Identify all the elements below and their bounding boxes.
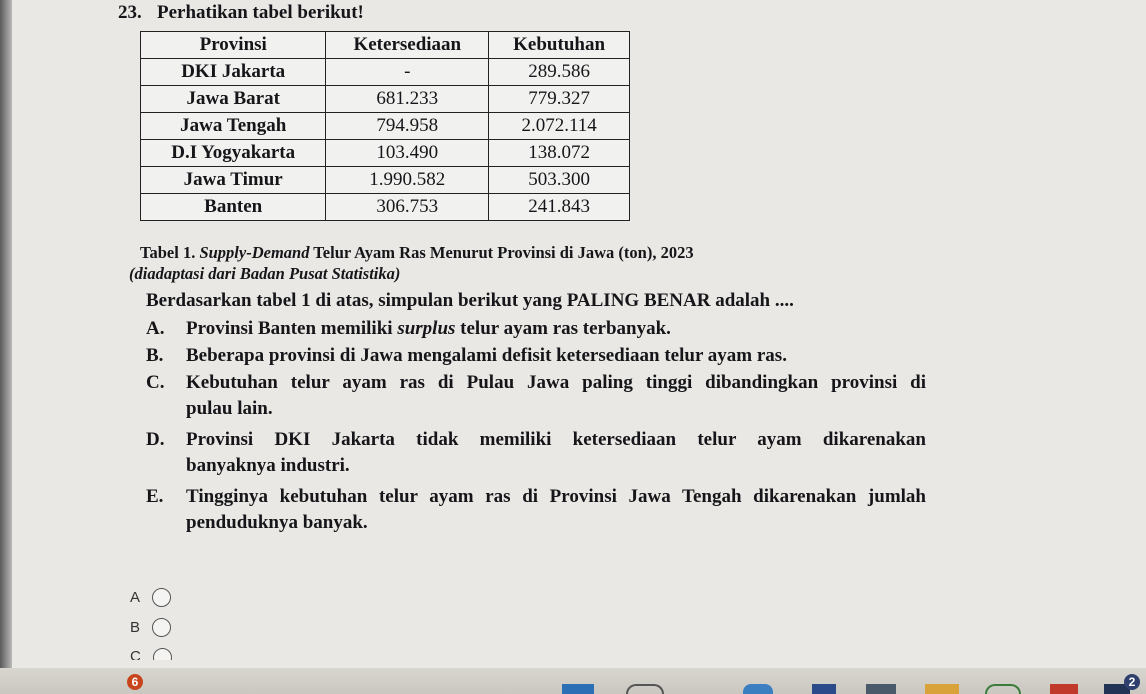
option-letter: B. bbox=[146, 345, 164, 366]
option-c bbox=[146, 370, 926, 422]
option-a bbox=[146, 316, 926, 342]
column-header-provinsi: Provinsi bbox=[141, 32, 326, 59]
option-text-part: telur ayam ras terbanyak. bbox=[455, 318, 671, 339]
cell-supply: - bbox=[326, 59, 489, 86]
taskbar-app-icon[interactable] bbox=[626, 684, 664, 694]
question-stem: Berdasarkan tabel 1 di atas, simpulan berikut yang PALING BENAR adalah .... bbox=[146, 290, 794, 311]
cell-demand: 289.586 bbox=[489, 59, 630, 86]
table-row bbox=[141, 194, 630, 221]
cell-supply: 103.490 bbox=[326, 140, 489, 167]
table-row bbox=[141, 113, 630, 140]
table-row bbox=[141, 140, 630, 167]
option-text: Beberapa provinsi di Jawa mengalami defisit ketersediaan telur ayam ras. bbox=[186, 345, 787, 366]
cell-demand: 779.327 bbox=[489, 86, 630, 113]
option-text-line1: Tingginya kebutuhan telur ayam ras di Provinsi Jawa Tengah dikarenakan jumlah bbox=[186, 486, 926, 507]
radio-button-c[interactable] bbox=[153, 648, 172, 660]
option-text-part: Provinsi Banten memiliki bbox=[186, 318, 398, 339]
answer-choice-c[interactable] bbox=[130, 648, 172, 660]
taskbar-app-icon[interactable] bbox=[743, 684, 773, 694]
radio-button-a[interactable] bbox=[152, 588, 171, 607]
answer-choice-b[interactable] bbox=[130, 618, 171, 637]
cell-province: Jawa Timur bbox=[141, 167, 326, 194]
taskbar-app-icon[interactable] bbox=[925, 684, 959, 694]
cell-demand: 2.072.114 bbox=[489, 113, 630, 140]
option-d bbox=[146, 427, 926, 479]
cell-province: Jawa Barat bbox=[141, 86, 326, 113]
option-text-line2: banyaknya industri. bbox=[186, 455, 350, 476]
supply-demand-table bbox=[140, 31, 630, 221]
answer-label: C bbox=[130, 648, 141, 660]
cell-supply: 306.753 bbox=[326, 194, 489, 221]
table-source: (diadaptasi dari Badan Pusat Statistika) bbox=[129, 264, 401, 283]
cell-province: D.I Yogyakarta bbox=[141, 140, 326, 167]
cell-demand: 138.072 bbox=[489, 140, 630, 167]
taskbar-app-icon[interactable] bbox=[866, 684, 896, 694]
option-letter: A. bbox=[146, 318, 165, 339]
taskbar-app-icon[interactable] bbox=[985, 684, 1021, 694]
table-header-row bbox=[141, 32, 630, 59]
taskbar-app-icon[interactable] bbox=[1050, 684, 1078, 694]
answer-label: B bbox=[130, 619, 141, 636]
taskbar-app-icon[interactable] bbox=[812, 684, 836, 694]
option-text bbox=[186, 318, 671, 339]
caption-prefix: Tabel 1. bbox=[140, 243, 200, 262]
option-letter: D. bbox=[146, 429, 165, 450]
cell-supply: 1.990.582 bbox=[326, 167, 489, 194]
answer-choice-a[interactable] bbox=[130, 588, 171, 607]
answer-label: A bbox=[130, 589, 141, 606]
screen-bezel bbox=[0, 0, 12, 694]
question-number: 23. bbox=[118, 2, 142, 23]
option-text-line1: Provinsi DKI Jakarta tidak memiliki ketersediaan telur ayam dikarenakan bbox=[186, 429, 926, 450]
option-text-line2: penduduknya banyak. bbox=[186, 512, 368, 533]
table-row bbox=[141, 59, 630, 86]
table-row bbox=[141, 86, 630, 113]
option-b bbox=[146, 343, 926, 369]
option-e bbox=[146, 484, 926, 536]
radio-button-b[interactable] bbox=[152, 618, 171, 637]
option-text-italic: surplus bbox=[397, 318, 456, 339]
cell-province: Jawa Tengah bbox=[141, 113, 326, 140]
cell-supply: 681.233 bbox=[326, 86, 489, 113]
cell-province: Banten bbox=[141, 194, 326, 221]
taskbar-app-icon[interactable] bbox=[562, 684, 594, 694]
caption-italic: Supply-Demand bbox=[199, 243, 310, 262]
cell-supply: 794.958 bbox=[326, 113, 489, 140]
notification-badge-left[interactable]: 6 bbox=[127, 674, 143, 690]
option-letter: E. bbox=[146, 486, 164, 507]
notification-badge-right[interactable]: 2 bbox=[1124, 674, 1140, 690]
option-text-line2: pulau lain. bbox=[186, 398, 273, 419]
caption-rest: Telur Ayam Ras Menurut Provinsi di Jawa (ton), 2023 bbox=[309, 243, 694, 262]
question-instruction: Perhatikan tabel berikut! bbox=[157, 2, 364, 23]
option-text-line1: Kebutuhan telur ayam ras di Pulau Jawa paling tinggi dibandingkan provinsi di bbox=[186, 372, 926, 393]
table-caption bbox=[140, 243, 694, 263]
table-row bbox=[141, 167, 630, 194]
cell-demand: 503.300 bbox=[489, 167, 630, 194]
column-header-ketersediaan: Ketersediaan bbox=[326, 32, 489, 59]
cell-province: DKI Jakarta bbox=[141, 59, 326, 86]
option-letter: C. bbox=[146, 372, 165, 393]
column-header-kebutuhan: Kebutuhan bbox=[489, 32, 630, 59]
cell-demand: 241.843 bbox=[489, 194, 630, 221]
